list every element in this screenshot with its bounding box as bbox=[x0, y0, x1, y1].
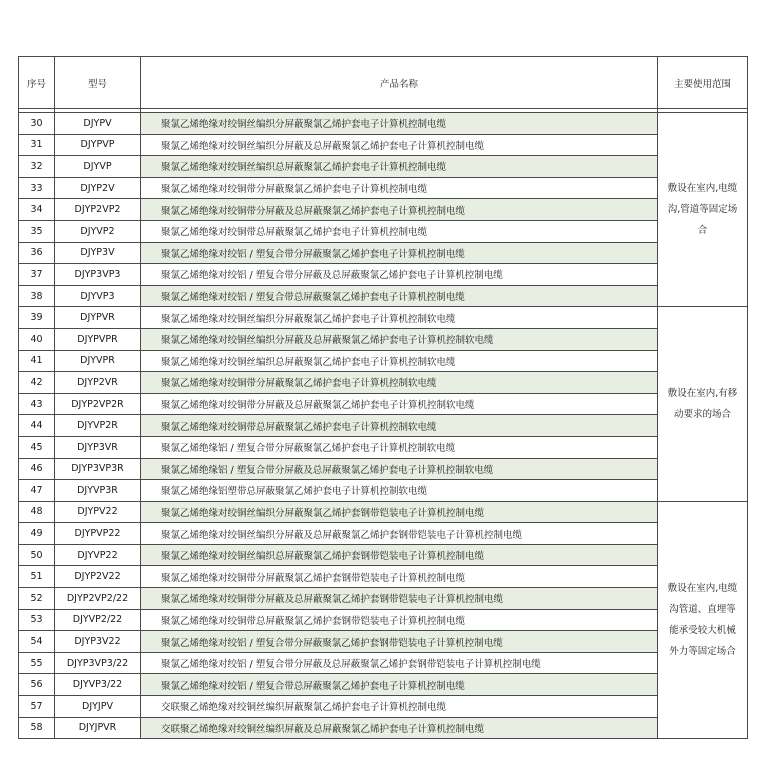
table-row bbox=[19, 436, 748, 458]
header-usage: 主要使用范围 bbox=[658, 57, 748, 109]
row-number: 32 bbox=[19, 156, 55, 178]
model-code: DJYVP2/22 bbox=[55, 609, 141, 631]
model-code: DJYPV22 bbox=[55, 501, 141, 523]
model-code: DJYP2VP2/22 bbox=[55, 588, 141, 610]
model-code: DJYVP bbox=[55, 156, 141, 178]
row-number: 34 bbox=[19, 199, 55, 221]
model-code: DJYP2VP2R bbox=[55, 393, 141, 415]
table-row bbox=[19, 372, 748, 394]
table-row bbox=[19, 285, 748, 307]
table-row bbox=[19, 415, 748, 437]
row-number: 39 bbox=[19, 307, 55, 329]
row-number: 58 bbox=[19, 717, 55, 739]
model-code: DJYJPV bbox=[55, 696, 141, 718]
row-number: 43 bbox=[19, 393, 55, 415]
model-code: DJYVP2R bbox=[55, 415, 141, 437]
product-name: 聚氯乙烯绝缘对绞铜带分屏蔽聚氯乙烯护套钢带铠装电子计算机控制电缆 bbox=[141, 566, 658, 588]
row-number: 47 bbox=[19, 480, 55, 502]
table-row bbox=[19, 652, 748, 674]
table-row bbox=[19, 350, 748, 372]
product-name: 交联聚乙烯绝缘对绞铜丝编织屏蔽聚氯乙烯护套电子计算机控制电缆 bbox=[141, 696, 658, 718]
table-row bbox=[19, 544, 748, 566]
table-row bbox=[19, 134, 748, 156]
model-code: DJYP2V bbox=[55, 177, 141, 199]
table-row bbox=[19, 566, 748, 588]
table-row bbox=[19, 501, 748, 523]
row-number: 40 bbox=[19, 328, 55, 350]
product-name: 聚氯乙烯绝缘对绞铜带总屏蔽聚氯乙烯护套电子计算机控制电缆 bbox=[141, 220, 658, 242]
model-code: DJYP3VP3R bbox=[55, 458, 141, 480]
header-row bbox=[19, 57, 748, 109]
row-number: 45 bbox=[19, 436, 55, 458]
row-number: 31 bbox=[19, 134, 55, 156]
product-name: 聚氯乙烯绝缘对绞铝 / 塑复合带总屏蔽聚氯乙烯护套电子计算机控制电缆 bbox=[141, 674, 658, 696]
product-name: 聚氯乙烯绝缘对绞铜带分屏蔽及总屏蔽聚氯乙烯护套电子计算机控制电缆 bbox=[141, 199, 658, 221]
product-name: 聚氯乙烯绝缘对绞铝 / 塑复合带分屏蔽聚氯乙烯护套钢带铠装电子计算机控制电缆 bbox=[141, 631, 658, 653]
table-row bbox=[19, 328, 748, 350]
product-name: 聚氯乙烯绝缘对绞铜丝编织分屏蔽及总屏蔽聚氯乙烯护套电子计算机控制电缆 bbox=[141, 134, 658, 156]
header-model: 型号 bbox=[55, 57, 141, 109]
model-code: DJYP3VP3/22 bbox=[55, 652, 141, 674]
row-number: 41 bbox=[19, 350, 55, 372]
row-number: 30 bbox=[19, 113, 55, 135]
table-row bbox=[19, 156, 748, 178]
model-code: DJYJPVR bbox=[55, 717, 141, 739]
row-number: 35 bbox=[19, 220, 55, 242]
table-row bbox=[19, 242, 748, 264]
product-name: 聚氯乙烯绝缘对绞铜丝编织分屏蔽聚氯乙烯护套钢带铠装电子计算机控制电缆 bbox=[141, 501, 658, 523]
product-name: 聚氯乙烯绝缘对绞铜带总屏蔽聚氯乙烯护套钢带铠装电子计算机控制电缆 bbox=[141, 609, 658, 631]
row-number: 46 bbox=[19, 458, 55, 480]
model-code: DJYPVP22 bbox=[55, 523, 141, 545]
header-product-name: 产品名称 bbox=[141, 57, 658, 109]
table-row bbox=[19, 588, 748, 610]
row-number: 42 bbox=[19, 372, 55, 394]
table-row bbox=[19, 220, 748, 242]
product-name: 聚氯乙烯绝缘对绞铜丝编织总屏蔽聚氯乙烯护套电子计算机控制电缆 bbox=[141, 156, 658, 178]
product-name: 聚氯乙烯绝缘对绞铜丝编织总屏蔽聚氯乙烯护套钢带铠装电子计算机控制电缆 bbox=[141, 544, 658, 566]
table-row bbox=[19, 199, 748, 221]
row-number: 49 bbox=[19, 523, 55, 545]
model-code: DJYPVPR bbox=[55, 328, 141, 350]
product-name: 聚氯乙烯绝缘对绞铝 / 塑复合带分屏蔽及总屏蔽聚氯乙烯护套钢带铠装电子计算机控制电缆 bbox=[141, 652, 658, 674]
table-row bbox=[19, 307, 748, 329]
table-row bbox=[19, 264, 748, 286]
model-code: DJYVP3 bbox=[55, 285, 141, 307]
table-row bbox=[19, 523, 748, 545]
product-name: 聚氯乙烯绝缘对绞铜丝编织总屏蔽聚氯乙烯护套电子计算机控制软电缆 bbox=[141, 350, 658, 372]
product-name: 聚氯乙烯绝缘对绞铜带分屏蔽聚氯乙烯护套电子计算机控制电缆 bbox=[141, 177, 658, 199]
model-code: DJYPV bbox=[55, 113, 141, 135]
model-code: DJYVP22 bbox=[55, 544, 141, 566]
model-code: DJYVPR bbox=[55, 350, 141, 372]
table-row bbox=[19, 609, 748, 631]
model-code: DJYVP3/22 bbox=[55, 674, 141, 696]
row-number: 51 bbox=[19, 566, 55, 588]
usage-scope: 敷设在室内,电缆沟,管道等固定场合 bbox=[658, 113, 748, 307]
table-row bbox=[19, 177, 748, 199]
product-name: 聚氯乙烯绝缘对绞铜丝编织分屏蔽聚氯乙烯护套电子计算机控制电缆 bbox=[141, 113, 658, 135]
model-code: DJYP3VR bbox=[55, 436, 141, 458]
product-name: 聚氯乙烯绝缘对绞铜丝编织分屏蔽及总屏蔽聚氯乙烯护套钢带铠装电子计算机控制电缆 bbox=[141, 523, 658, 545]
product-name: 交联聚乙烯绝缘对绞铜丝编织屏蔽及总屏蔽聚氯乙烯护套电子计算机控制电缆 bbox=[141, 717, 658, 739]
row-number: 54 bbox=[19, 631, 55, 653]
table-body bbox=[19, 109, 748, 739]
row-number: 52 bbox=[19, 588, 55, 610]
row-number: 38 bbox=[19, 285, 55, 307]
model-code: DJYP2VR bbox=[55, 372, 141, 394]
product-name: 聚氯乙烯绝缘对绞铜丝编织分屏蔽及总屏蔽聚氯乙烯护套电子计算机控制软电缆 bbox=[141, 328, 658, 350]
model-code: DJYP3VP3 bbox=[55, 264, 141, 286]
usage-scope: 敷设在室内,电缆沟管道、直埋等能承受较大机械外力等固定场合 bbox=[658, 501, 748, 739]
table-row bbox=[19, 393, 748, 415]
row-number: 33 bbox=[19, 177, 55, 199]
table-row bbox=[19, 480, 748, 502]
model-code: DJYP3V bbox=[55, 242, 141, 264]
product-name: 聚氯乙烯绝缘对绞铜带分屏蔽及总屏蔽聚氯乙烯护套电子计算机控制软电缆 bbox=[141, 393, 658, 415]
product-name: 聚氯乙烯绝缘铝塑带总屏蔽聚氯乙烯护套电子计算机控制软电缆 bbox=[141, 480, 658, 502]
table-row bbox=[19, 696, 748, 718]
product-name: 聚氯乙烯绝缘对绞铝 / 塑复合带分屏蔽聚氯乙烯护套电子计算机控制电缆 bbox=[141, 242, 658, 264]
product-name: 聚氯乙烯绝缘对绞铜带总屏蔽聚氯乙烯护套电子计算机控制软电缆 bbox=[141, 415, 658, 437]
product-name: 聚氯乙烯绝缘对绞铜丝编织分屏蔽聚氯乙烯护套电子计算机控制软电缆 bbox=[141, 307, 658, 329]
row-number: 57 bbox=[19, 696, 55, 718]
table-row bbox=[19, 458, 748, 480]
table-row bbox=[19, 631, 748, 653]
model-code: DJYP2VP2 bbox=[55, 199, 141, 221]
product-name: 聚氯乙烯绝缘对绞铜带分屏蔽及总屏蔽聚氯乙烯护套钢带铠装电子计算机控制电缆 bbox=[141, 588, 658, 610]
model-code: DJYPVR bbox=[55, 307, 141, 329]
product-name: 聚氯乙烯绝缘对绞铜带分屏蔽聚氯乙烯护套电子计算机控制软电缆 bbox=[141, 372, 658, 394]
row-number: 56 bbox=[19, 674, 55, 696]
model-code: DJYP2V22 bbox=[55, 566, 141, 588]
row-number: 37 bbox=[19, 264, 55, 286]
table-row bbox=[19, 674, 748, 696]
product-name: 聚氯乙烯绝缘对绞铝 / 塑复合带总屏蔽聚氯乙烯护套电子计算机控制电缆 bbox=[141, 285, 658, 307]
row-number: 36 bbox=[19, 242, 55, 264]
header-no: 序号 bbox=[19, 57, 55, 109]
row-number: 55 bbox=[19, 652, 55, 674]
model-code: DJYPVP bbox=[55, 134, 141, 156]
model-code: DJYP3V22 bbox=[55, 631, 141, 653]
product-name: 聚氯乙烯绝缘对绞铝 / 塑复合带分屏蔽及总屏蔽聚氯乙烯护套电子计算机控制电缆 bbox=[141, 264, 658, 286]
model-code: DJYVP3R bbox=[55, 480, 141, 502]
row-number: 44 bbox=[19, 415, 55, 437]
product-name: 聚氯乙烯绝缘铝 / 塑复合带分屏蔽聚氯乙烯护套电子计算机控制软电缆 bbox=[141, 436, 658, 458]
table-row bbox=[19, 113, 748, 135]
row-number: 48 bbox=[19, 501, 55, 523]
product-name: 聚氯乙烯绝缘铝 / 塑复合带分屏蔽及总屏蔽聚氯乙烯护套电子计算机控制软电缆 bbox=[141, 458, 658, 480]
model-code: DJYVP2 bbox=[55, 220, 141, 242]
product-spec-table bbox=[18, 56, 748, 739]
usage-scope: 敷设在室内,有移动要求的场合 bbox=[658, 307, 748, 501]
row-number: 53 bbox=[19, 609, 55, 631]
row-number: 50 bbox=[19, 544, 55, 566]
table-row bbox=[19, 717, 748, 739]
